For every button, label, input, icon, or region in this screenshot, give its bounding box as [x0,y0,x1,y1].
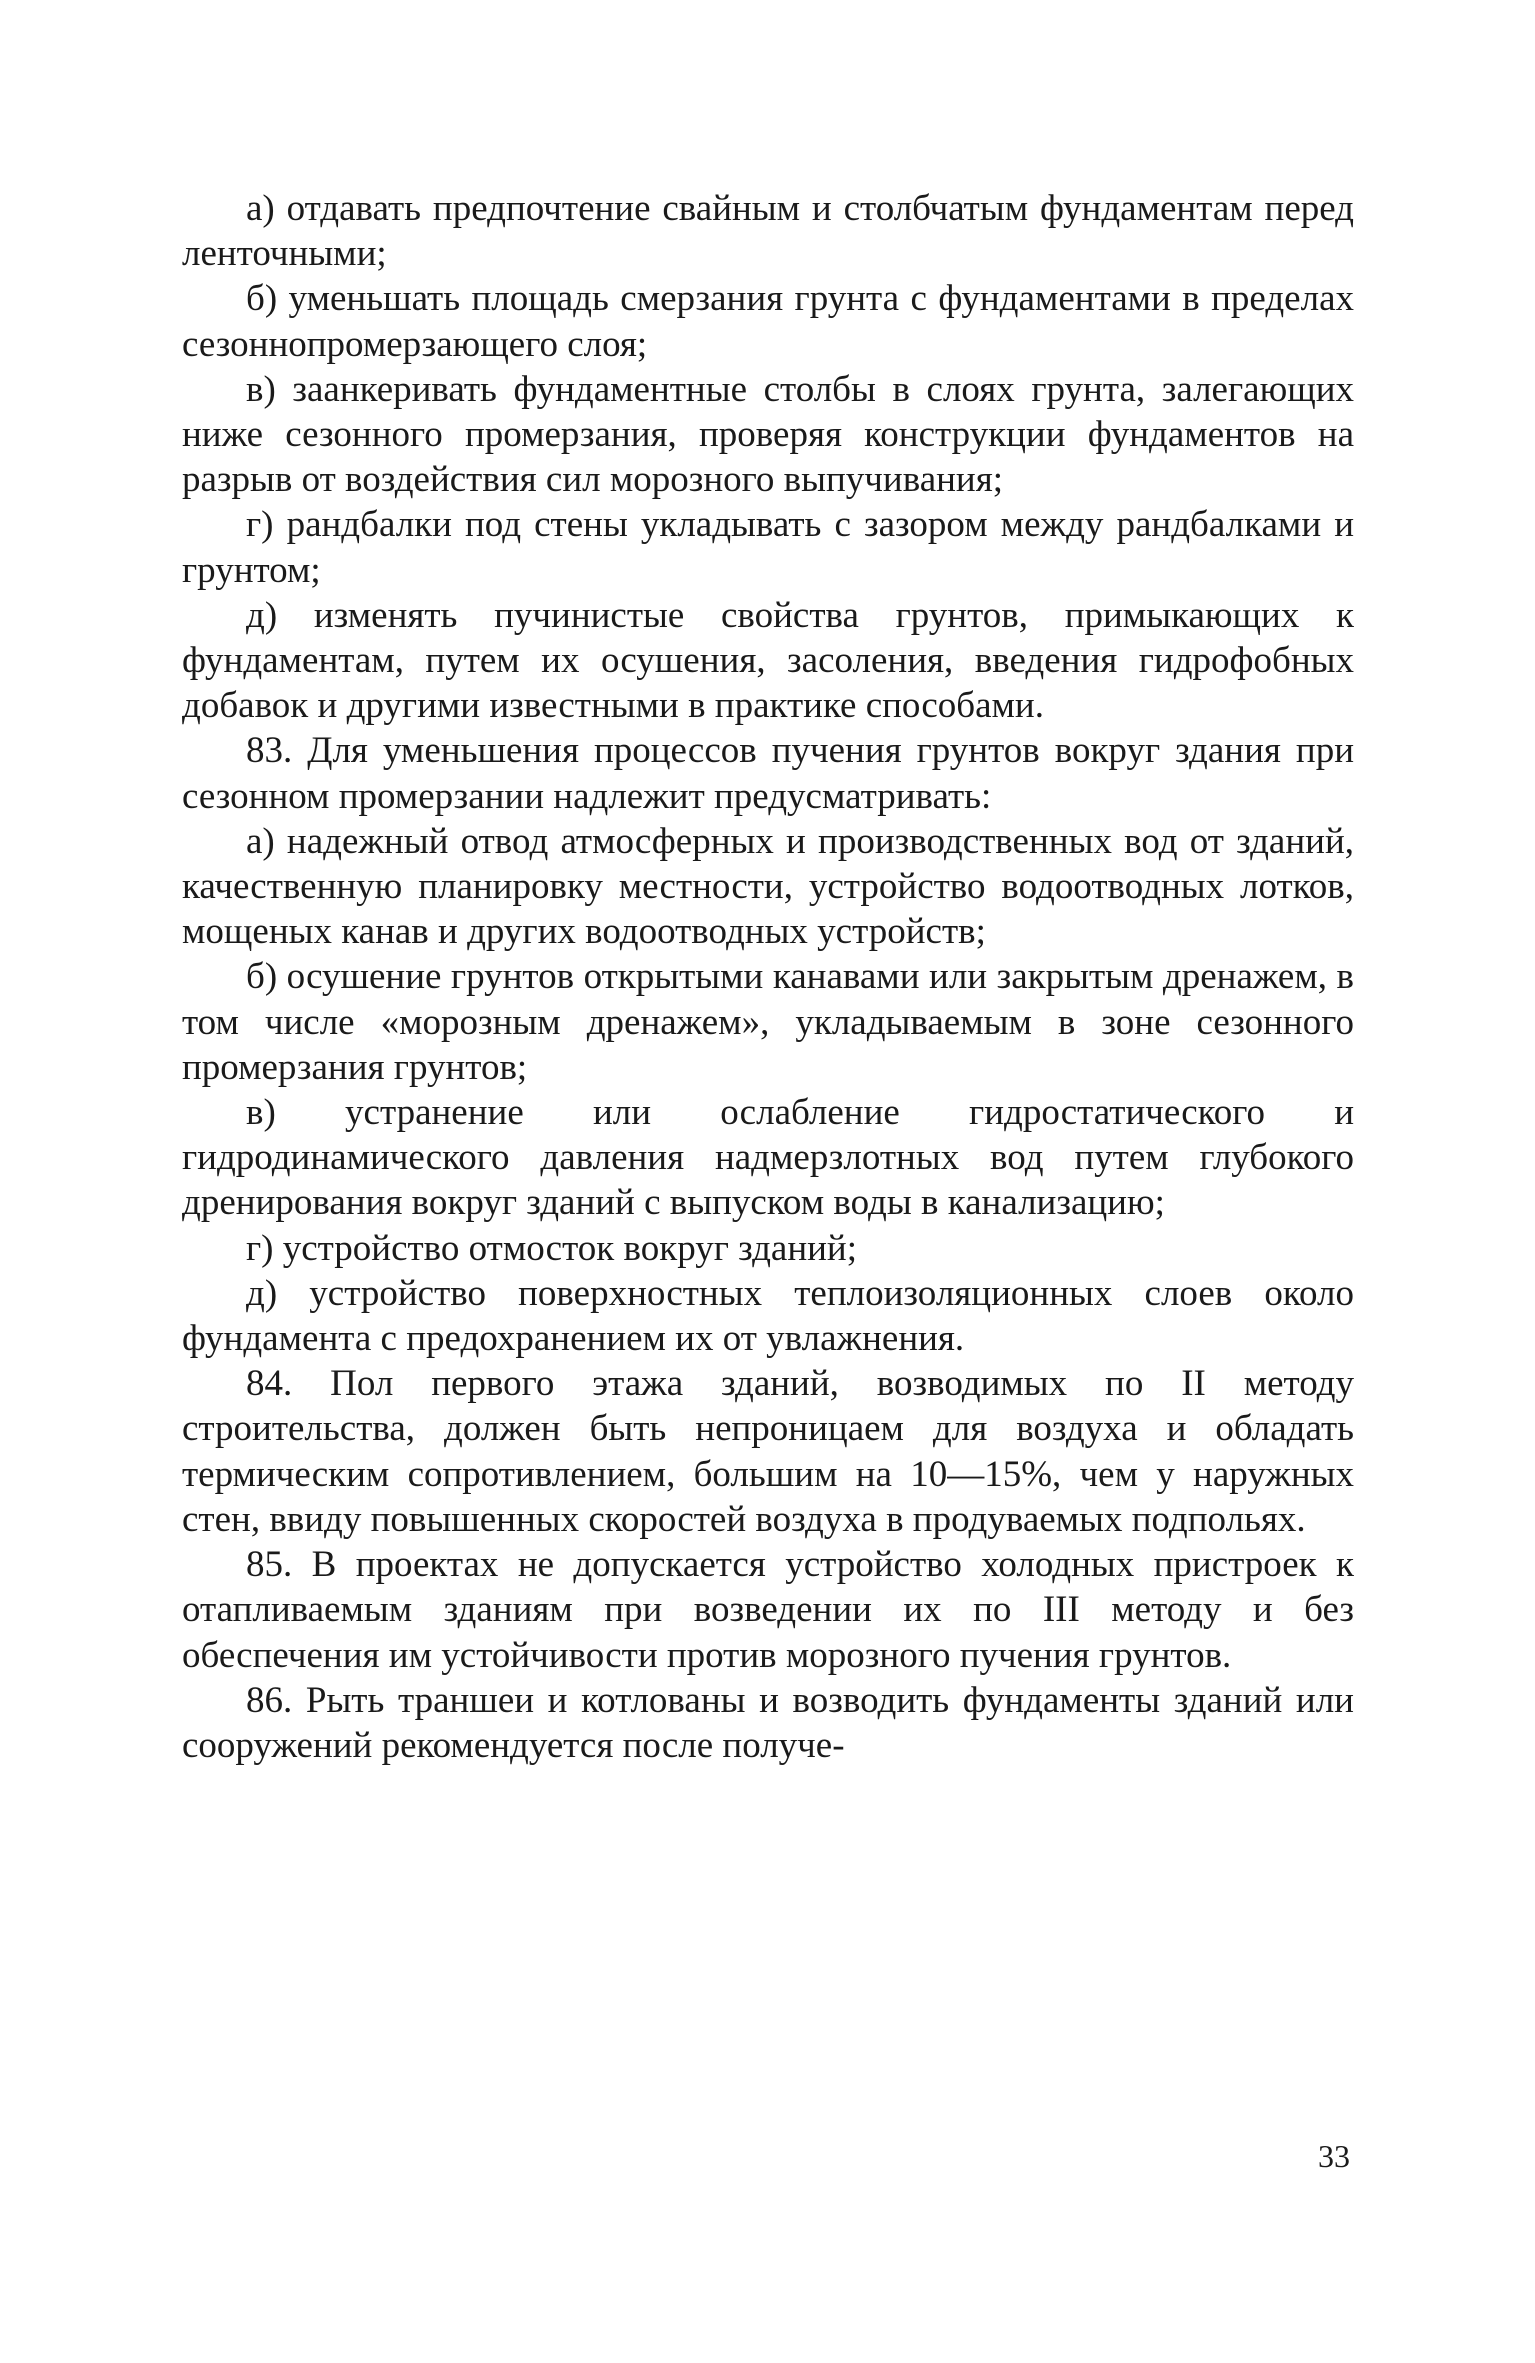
paragraph-section-85: 85. В проектах не допускается устройство холодных пристроек к отапливаемым зданиям при возведении их по III методу и без обеспечения им устойчивости против морозного пучения грунтов. [182,1544,1354,1676]
paragraph-83-clause-v-pressure: в) устранение или ослабление гидростатического и гидродинамического давления надмерзлотных вод путем глубокого дренирования вокруг зданий с выпуском воды в канализацию; [182,1092,1354,1224]
paragraph-83-clause-a-drainage: а) надежный отвод атмосферных и производственных вод от зданий, качественную планировку местности, устройство водоотводных лотков, мощеных канав и других водоотводных устройств; [182,820,1354,953]
paragraph-clause-b-freezing-area: б) уменьшать площадь смерзания грунта с фундаментами в пределах сезоннопромерзающего слоя; [182,278,1354,365]
paragraph-clause-g-grade-beams: г) рандбалки под стены укладывать с зазором между рандбалками и грунтом; [182,504,1354,591]
paragraph-83-clause-g-blind-area: г) устройство отмосток вокруг зданий; [246,1227,858,1269]
paragraph-83-clause-b-dewatering: б) осушение грунтов открытыми канавами или закрытым дренажем, в том числе «морозным дренажем», укладываемым в зоне сезонного промерзания грунтов; [182,956,1354,1088]
paragraph-clause-a-pile-foundations: а) отдавать предпочтение свайным и столбчатым фундаментам перед ленточными; [182,188,1354,275]
paragraph-83-clause-d-insulation: д) устройство поверхностных теплоизоляционных слоев около фундамента с предохранением их от увлажнения. [182,1272,1354,1360]
paragraph-section-86: 86. Рыть траншеи и котлованы и возводить фундаменты зданий или сооружений рекомендуется после получе- [182,1679,1354,1766]
paragraph-section-84: 84. Пол первого этажа зданий, возводимых по II методу строительства, должен быть непроницаем для воздуха и обладать термическим сопротивлением, большим на 10—15%, чем у наружных стен, ввиду повышенных скоростей воздуха в продуваемых подпольях. [182,1363,1354,1540]
paragraph-section-83: 83. Для уменьшения процессов пучения грунтов вокруг здания при сезонном промерзании надлежит предусматривать: [182,730,1354,817]
paragraph-clause-d-soil-properties: д) изменять пучинистые свойства грунтов, примыкающих к фундаментам, путем их осушения, засоления, введения гидрофобных добавок и другими известными в практике способами. [182,594,1354,727]
page-text [182,186,1354,1768]
page-number: 33 [1318,2138,1350,2174]
paragraph-clause-v-anchoring: в) заанкеривать фундаментные столбы в слоях грунта, залегающих ниже сезонного промерзания, проверяя конструкции фундаментов на разрыв от воздействия сил морозного выпучивания; [182,368,1354,501]
